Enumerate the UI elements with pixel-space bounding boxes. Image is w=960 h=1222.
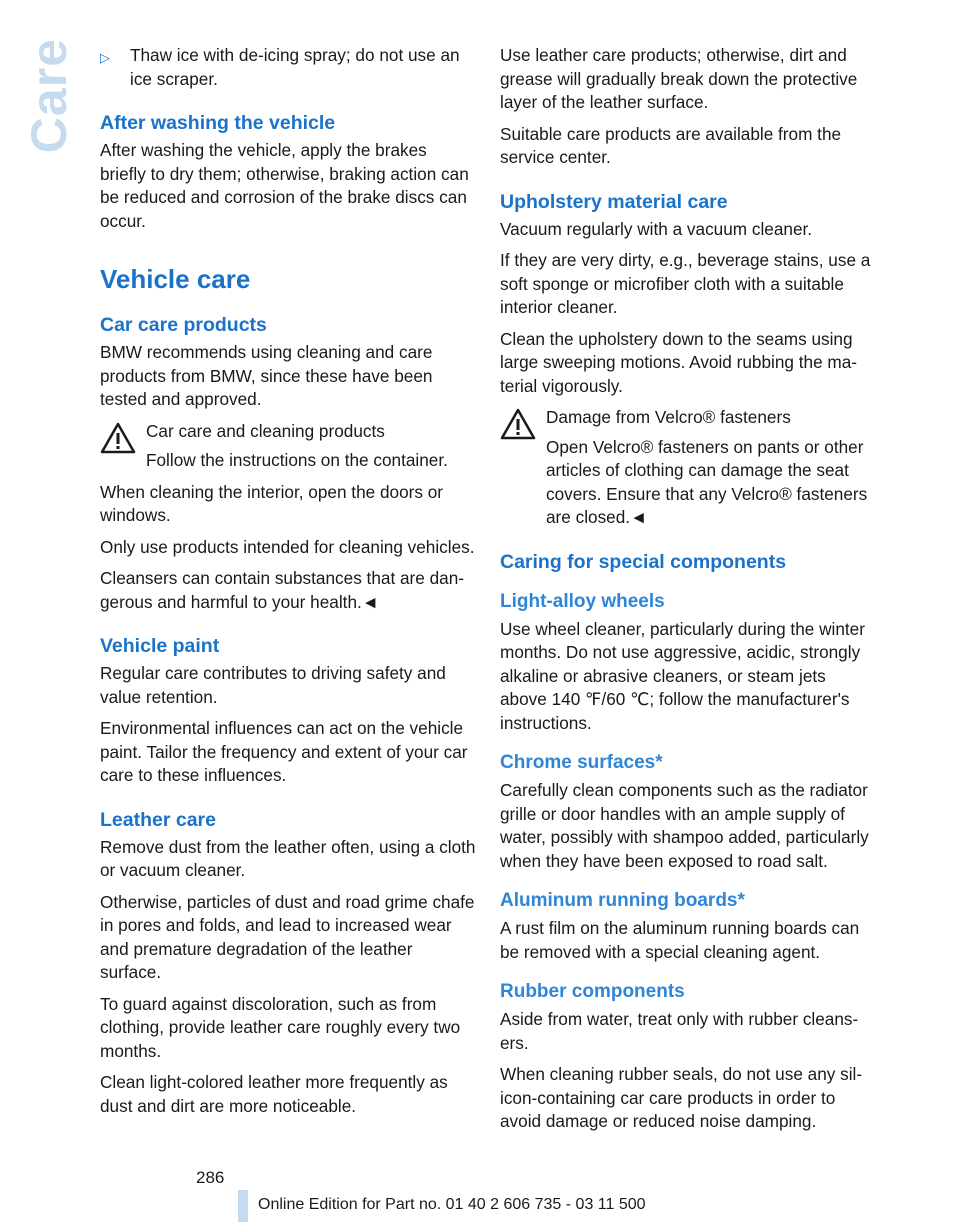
paragraph: Aside from water, treat only with rubber cleansers. xyxy=(500,1009,859,1053)
heading-light-alloy-wheels: Light-alloy wheels xyxy=(500,590,665,612)
paragraph: Clean the upholstery down to the seams using large sweeping motions. Avoid rubbing the material vigorously. xyxy=(500,328,858,396)
heading-car-care-products: Car care products xyxy=(100,314,267,336)
warning-note xyxy=(500,406,876,530)
paragraph: Clean light-colored leather more frequently as dust and dirt are more noticeable. xyxy=(100,1072,448,1116)
warning-title: Damage from Velcro® fasteners xyxy=(546,407,791,427)
online-edition-note: Online Edition for Part no. 01 40 2 606 735 - 03 11 500 xyxy=(258,1196,646,1213)
paragraph: Only use products intended for cleaning vehicles. xyxy=(100,536,475,557)
heading-chrome-surfaces: Chrome surfaces* xyxy=(500,752,663,773)
paragraph: Use leather care products; otherwise, dirt and grease will gradually break down the protective layer of the leather surface. xyxy=(500,45,858,112)
paragraph: BMW recommends using cleaning and care products from BMW, since these have been tested and approved. xyxy=(100,342,433,409)
warning-text-content: Open Velcro® fasteners on pants or other articles of clothing can damage the seat covers. Ensure that any Velcro® fasteners are closed.◄ xyxy=(546,436,868,527)
paragraph: Cleansers can contain substances that are dangerous and harmful to your health.◄ xyxy=(100,568,465,612)
footer-accent-bar xyxy=(238,1190,248,1222)
paragraph: If they are very dirty, e.g., beverage stains, use a soft sponge or microfiber cloth with a suitable interior cleaner. xyxy=(500,250,871,317)
paragraph: To guard against discoloration, such as from clothing, provide leather care roughly every two months. xyxy=(100,993,461,1061)
paragraph: Carefully clean components such as the radiator grille or door handles with an ample supply of water, possibly with shampoo added, particularly when they have been exposed to road salt. xyxy=(500,780,869,871)
paragraph: Otherwise, particles of dust and road grime chafe in pores and folds, and lead to increased wear and premature degradation of the leather surface. xyxy=(100,891,475,982)
heading-after-washing: After washing the vehicle xyxy=(100,112,336,134)
warning-note xyxy=(100,420,476,473)
warning-text: Follow the instructions on the container. xyxy=(146,450,448,470)
heading-running-boards: Aluminum running boards* xyxy=(500,890,745,911)
heading-leather-care: Leather care xyxy=(100,808,216,831)
heading-special-components: Caring for special components xyxy=(500,550,787,573)
paragraph: Regular care contributes to driving safety and value retention. xyxy=(100,663,446,707)
list-item xyxy=(100,44,476,91)
warning-title: Car care and cleaning products xyxy=(146,420,385,441)
heading-vehicle-care: Vehicle care xyxy=(100,264,251,294)
paragraph: Remove dust from the leather often, using a cloth or vacuum cleaner. xyxy=(100,836,476,880)
paragraph: Suitable care products are available from the service center. xyxy=(500,123,842,167)
heading-vehicle-paint: Vehicle paint xyxy=(100,635,220,657)
paragraph: Use wheel cleaner, particularly during the winter months. Do not use aggressive, acidic, strongly alkaline or abrasive cleaners, or steam jets above 140 ℉/60 ℃; follow the manufacturer's instructions. xyxy=(500,618,865,733)
bullet-text: Thaw ice with de-icing spray; do not use an ice scraper. xyxy=(130,45,460,89)
left-column xyxy=(100,44,476,1126)
bullet-icon: ▷ xyxy=(100,50,110,65)
right-column xyxy=(500,44,876,1142)
heading-upholstery: Upholstery material care xyxy=(500,190,728,213)
paragraph: A rust film on the aluminum running boards can be removed with a special cleaning agent. xyxy=(500,918,860,962)
page-number: 286 xyxy=(196,1168,225,1187)
warning-triangle-icon xyxy=(100,422,136,454)
paragraph: When cleaning rubber seals, do not use any silicon-containing car care products in order to avoid damage or reduced noise damping. xyxy=(500,1064,863,1131)
warning-triangle-icon xyxy=(500,408,536,440)
heading-rubber-components: Rubber components xyxy=(500,981,685,1002)
paragraph: When cleaning the interior, open the doors or windows. xyxy=(100,481,444,525)
paragraph: Vacuum regularly with a vacuum cleaner. xyxy=(500,218,813,239)
warning-text xyxy=(500,436,876,530)
paragraph: Environmental influences can act on the vehicle paint. Tailor the frequency and extent of your car care to these influences. xyxy=(100,718,468,785)
section-tab: Care xyxy=(21,38,77,154)
paragraph: After washing the vehicle, apply the brakes briefly to dry them; otherwise, braking action can be reduced and corrosion of the brake discs can occur. xyxy=(100,140,469,231)
